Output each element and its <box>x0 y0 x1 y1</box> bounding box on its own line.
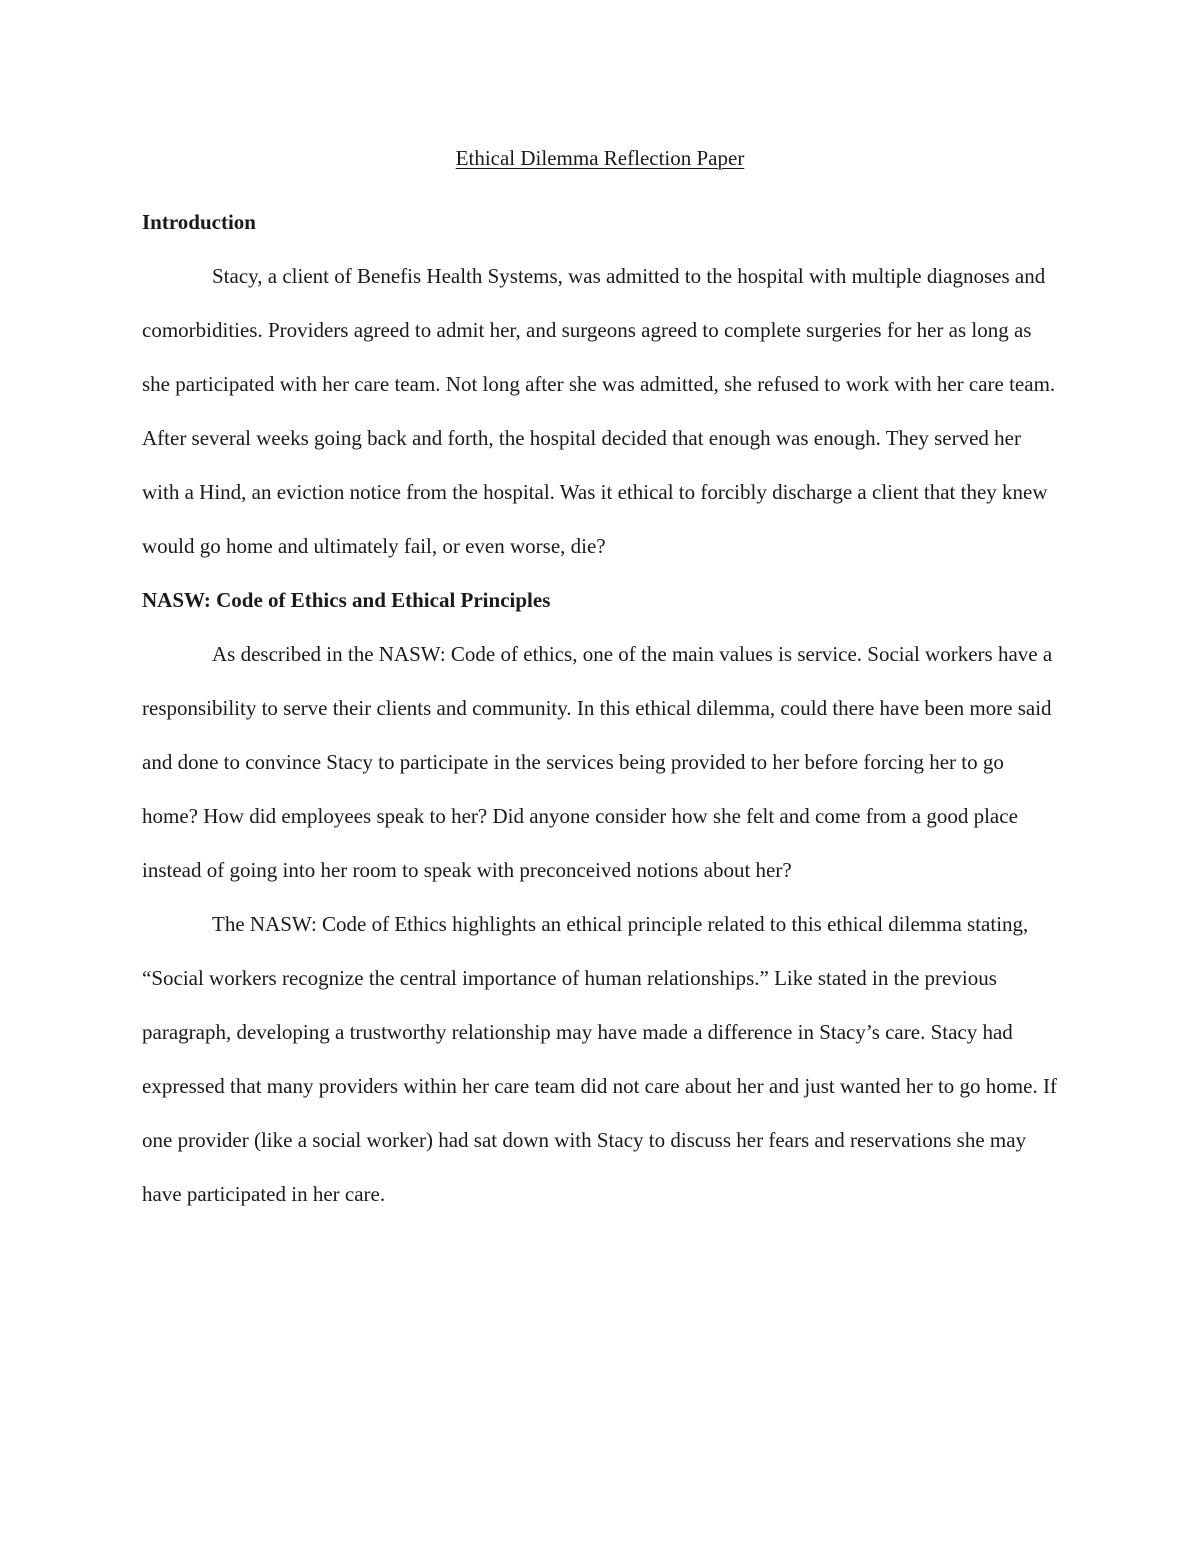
section-heading: Introduction <box>142 210 256 234</box>
section-introduction <box>142 195 1060 573</box>
paragraph: Stacy, a client of Benefis Health Systems, was admitted to the hospital with multiple diagnoses and comorbidities. Providers agreed to admit her, and surgeons agreed to complete surgeries for her as long as she participated with her care team. Not long after she was admitted, she refused to work with her care team. After several weeks going back and forth, the hospital decided that enough was enough. They served her with a Hind, an eviction notice from the hospital. Was it ethical to forcibly discharge a client that they knew would go home and ultimately fail, or even worse, die? <box>142 264 1056 558</box>
section-nasw-code-of-ethics <box>142 573 1060 1221</box>
document-title: Ethical Dilemma Reflection Paper <box>455 146 745 170</box>
paragraph: The NASW: Code of Ethics highlights an ethical principle related to this ethical dilemma stating, “Social workers recognize the central importance of human relationships.” Like stated in the previous paragraph, developing a trustworthy relationship may have made a difference in Stacy’s care. Stacy had expressed that many providers within her care team did not care about her and just wanted her to go home. If one provider (like a social worker) had sat down with Stacy to discuss her fears and reservations she may have participated in her care. <box>142 912 1057 1206</box>
section-heading: NASW: Code of Ethics and Ethical Principles <box>142 588 551 612</box>
document-body <box>142 195 1060 1221</box>
paragraph: As described in the NASW: Code of ethics, one of the main values is service. Social workers have a responsibility to serve their clients and community. In this ethical dilemma, could there have been more said and done to convince Stacy to participate in the services being provided to her before forcing her to go home? How did employees speak to her? Did anyone consider how she felt and come from a good place instead of going into her room to speak with preconceived notions about her? <box>142 642 1053 882</box>
